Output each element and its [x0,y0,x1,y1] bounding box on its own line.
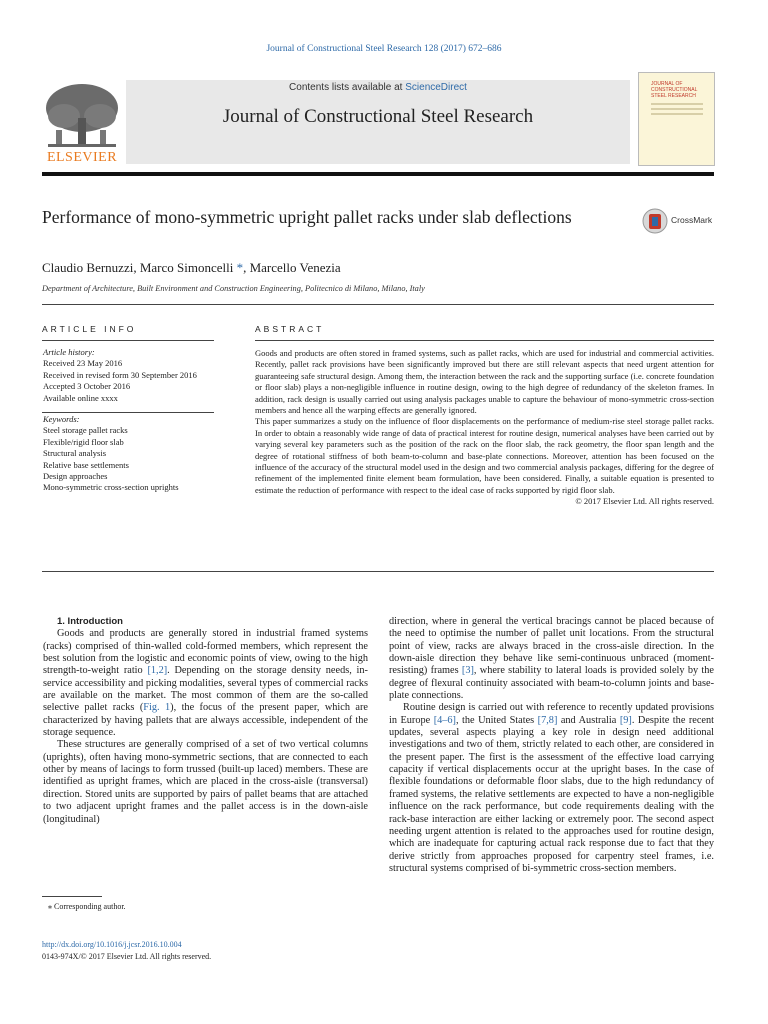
keywords-label: Keywords: [43,414,80,424]
divider [42,571,714,572]
body-text: ), the focus of the present paper, which are characterized by having pallets that are always accessible, independent of the storage sequence. [43,702,368,739]
body-text: . Despite the recent updates, several aspects playing a key role in design need additional investigations and two of them, strictly related to each other, are considered in the present paper. The first is the assessment of the effective load carrying capacity if vertical displacements occur at the upright bases. In the case of flexible foundations or deformable floor slabs, due to the high redundancy of framed systems, the relative settlements are expected to have a non-negligible influence on the rack performance, but code requirements dealing with the rack-base interaction are either lacking or extremely poor. The second aspect needing urgent attention is related to the approaches used for routine design, which are inadequate for capturing actual rack response due to fact that they derive strictly from approaches proposed for carpentry steel frames, i.e. structural systems comprised of bi-symmetric cross-section members. [389,714,714,874]
crossmark-badge[interactable] [642,208,718,234]
crossmark-label: CrossMark [671,215,713,225]
keywords [43,414,215,494]
body-paragraph [43,628,368,739]
body-text: , the United States [456,714,538,726]
crossmark-icon [642,208,668,234]
citation-link[interactable]: [7,8] [537,714,558,726]
body-text: and Australia [557,714,620,726]
citation-link[interactable]: [9] [619,714,632,726]
contents-prefix: Contents lists available at [289,82,403,93]
divider [42,304,714,305]
keyword-item: Relative base settlements [43,459,129,470]
body-text: , where stability to lateral loads is provided solely by the degree of flexural continuity associated with beam-to-column joints and base-plate connections. [389,665,714,702]
cover-decoration [651,103,703,118]
section-heading: 1. Introduction [57,616,123,627]
figure-link[interactable]: Fig. 1 [143,702,171,714]
paper-title: Performance of mono-symmetric upright pallet racks under slab deflections [42,207,572,227]
article-info-heading: ARTICLE INFO [42,324,137,334]
divider [42,412,214,413]
divider [42,340,214,341]
keyword-item: Steel storage pallet racks [43,425,128,436]
footnote-rule [42,896,102,897]
authors-part1: Claudio Bernuzzi, Marco Simoncelli [42,260,234,275]
abstract-copyright: © 2017 Elsevier Ltd. All rights reserved. [575,496,714,507]
cover-title: JOURNAL OF CONSTRUCTIONAL STEEL RESEARCH [651,81,698,99]
history-item: Received in revised form 30 September 2016 [43,369,197,380]
body-text: direction, where in general the vertical bracings cannot be placed because of the need to optimise the number of pallet unit locations. From the structural point of view, racks are always braced in the cross-aisle direction. In the down-aisle direction they behave like semi-continuous unbraced (moment-resisting) frames [389,616,714,677]
history-label: Article history: [43,347,95,357]
abstract-text [255,348,714,508]
body-text: . Depending on the storage density needs, in-service accessibility and picking modalities, several types of commercial racks are available on the market. The most common of them are the so-called selective pallet racks ( [43,665,368,714]
body-column-left [43,616,368,826]
history-item: Received 23 May 2016 [43,358,123,369]
contents-line [126,82,630,93]
journal-title[interactable]: Journal of Constructional Steel Research [222,106,534,127]
doi-link[interactable]: http://dx.doi.org/10.1016/j.jcsr.2016.10.004 [42,940,182,949]
body-paragraph [389,702,714,875]
sciencedirect-link[interactable]: ScienceDirect [405,82,467,93]
citation-link[interactable]: [1,2] [147,665,168,677]
history-item: Accepted 3 October 2016 [43,381,131,392]
body-text: Goods and products are generally stored in industrial framed systems (racks) comprised of thin-walled cold-formed members, which represent the best solution from the logistic and economic points of view, owing to the high strength-to-weight ratio [43,628,368,677]
abstract-paragraph: This paper summarizes a study on the influence of floor displacements on the performance of medium-rise steel storage pallet racks. In order to obtain a reasonably wide range of data of practical interest for routine design, numerical analyses have been carried out by varying several key parameters such as the position of the rack on the floor slab, the rack geometry, the floor span length and the degree of rotational stiffness of both beam-to-column and base-plate connections. Moreover, attention has been focused on the influence of the accuracy of the structural model used in the design and two commercial analysis packages, differing for the degree of refinement of the implemented finite element beam formulation, have been considered. Finally, a suitable equation is presented to estimate the reduction of performance with respect to the ideal case of racks supported by rigid floor slab. [255,416,714,495]
body-column-right [389,616,714,875]
citation-link[interactable]: [4–6] [433,714,456,726]
footnote: ⁎ Corresponding author. [48,902,126,911]
elsevier-wordmark: ELSEVIER [46,150,118,165]
affiliation: Department of Architecture, Built Environment and Construction Engineering, Politecnico di Milano, Milano, Italy [42,284,425,293]
divider [255,340,714,341]
author-list [42,260,341,276]
corresponding-author-mark[interactable]: * [236,260,244,275]
body-text: Routine design is carried out with reference to recently updated provisions in Europe [389,702,714,726]
keyword-item: Flexible/rigid floor slab [43,436,124,447]
citation-link[interactable]: [3] [461,665,474,677]
abstract-paragraph: Goods and products are often stored in framed systems, such as pallet racks, which are used for industrial and commercial activities. Recently, pallet rack provisions have been significantly improved but there are still relevant aspects that need urgent attention for guaranteeing safe structural design. Among them, the interaction between the rack and the supporting surface (i.e. concrete foundation or floor slab) plays a non-negligible influence in routine design, owing to the high degree of redundancy of the skeleton frames. In addition, rack design is usually carried out using analysis packages unable to capture the behaviour of mono-symmetric cross-section members and hence all the warping effects are generally ignored. [255,348,714,416]
body-paragraph: These structures are generally comprised of a set of two vertical columns (uprights), often having mono-symmetric sections, that are connected to each other by means of lacings to form trussed (built-up laced) members. These are identified as upright frames, which are placed in the cross-aisle (transversal) direction. Stored units are supported by pairs of pallet beams that are attached to two adjacent upright frames and the pallet access is in the down-aisle (longitudinal) [43,739,368,825]
journal-cover-thumbnail[interactable] [638,72,715,166]
keyword-item: Design approaches [43,471,108,482]
body-paragraph [389,616,714,702]
journal-citation[interactable]: Journal of Constructional Steel Research 128 (2017) 672–686 [266,44,502,54]
keyword-item: Structural analysis [43,448,107,459]
header-rule [42,172,714,176]
article-history [43,347,215,404]
keyword-item: Mono-symmetric cross-section uprights [43,482,179,493]
abstract-heading: ABSTRACT [255,324,325,334]
authors-part2: , Marcello Venezia [243,260,341,275]
issn-copyright: 0143-974X/© 2017 Elsevier Ltd. All rights reserved. [42,952,212,961]
history-item: Available online xxxx [43,392,118,403]
